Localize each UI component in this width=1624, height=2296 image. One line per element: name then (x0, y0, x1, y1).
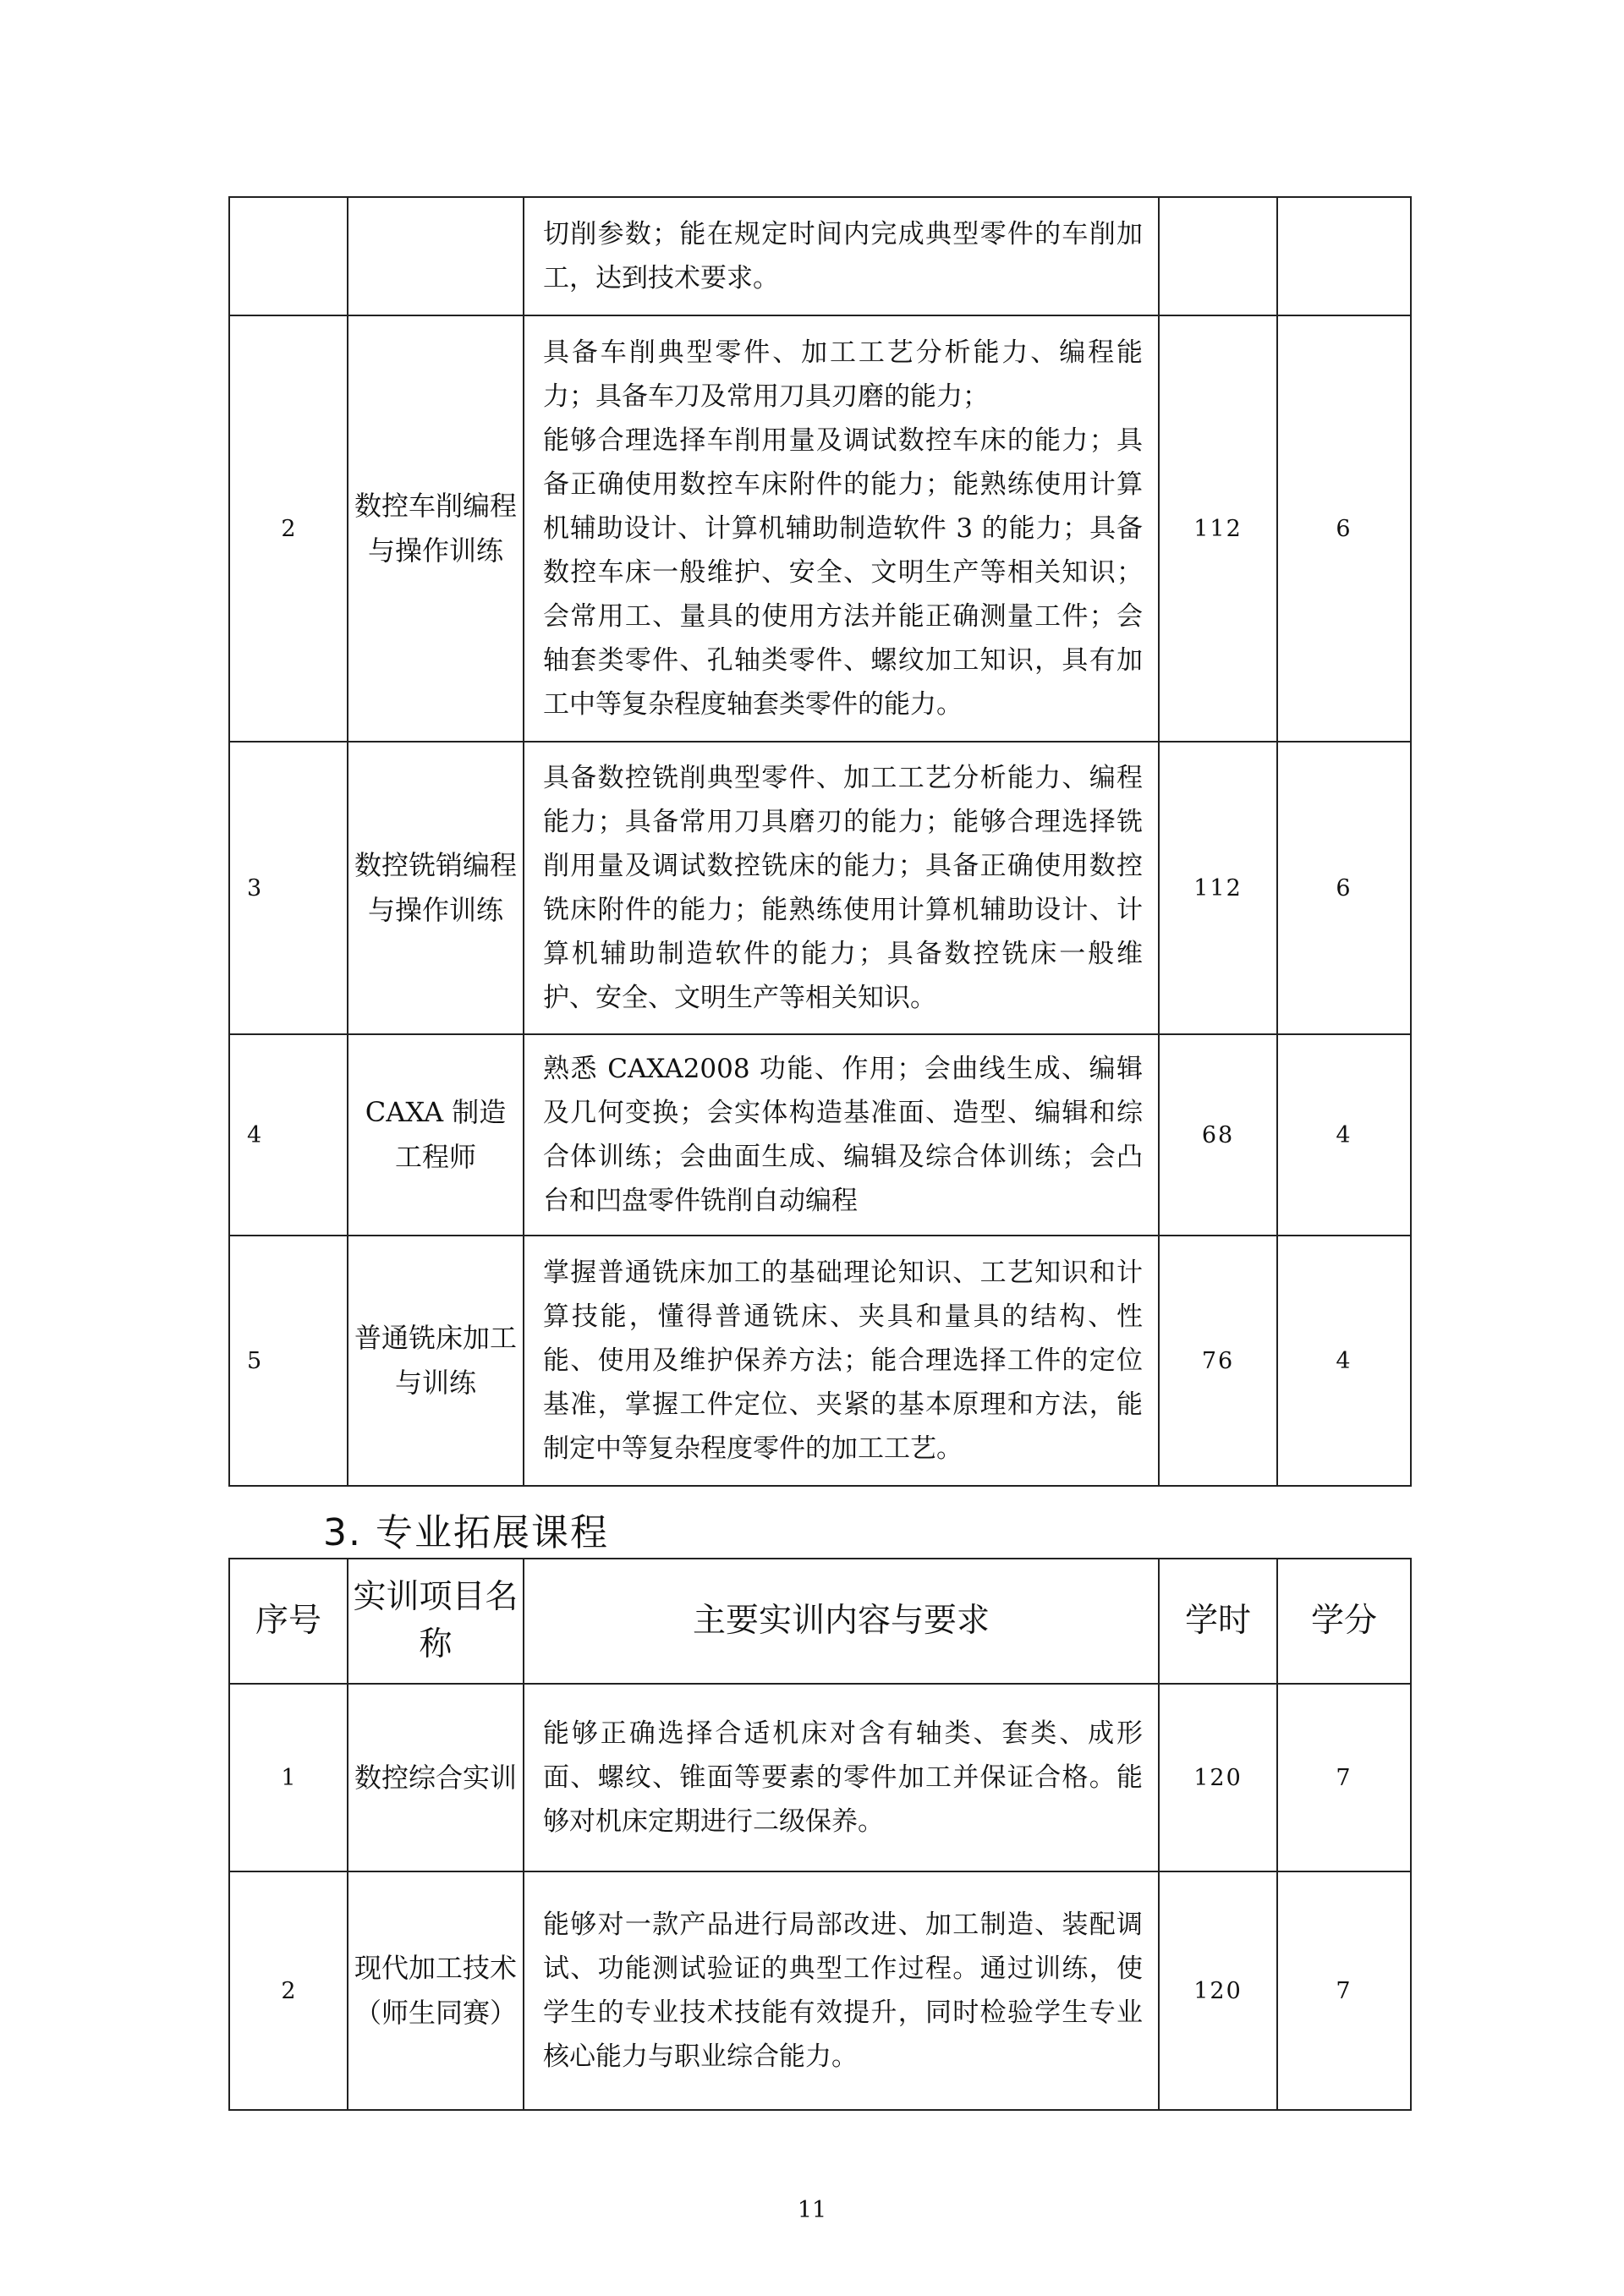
extension-course-table (228, 1558, 1412, 2111)
course-hours: 112 (1159, 315, 1277, 742)
course-name: 数控综合实训 (348, 1684, 524, 1871)
course-credits: 6 (1277, 742, 1411, 1034)
course-description: 熟悉 CAXA2008 功能、作用；会曲线生成、编辑及几何变换；会实体构造基准面、造型、编辑和综合体训练；会曲面生成、编辑及综合体训练；会凸台和凹盘零件铣削自动编程 (524, 1034, 1159, 1236)
course-name: 数控铣销编程与操作训练 (348, 742, 524, 1034)
course-hours: 120 (1159, 1871, 1277, 2110)
course-credits: 7 (1277, 1684, 1411, 1871)
row-number: 3 (229, 742, 348, 1034)
header-number: 序号 (229, 1559, 348, 1684)
course-description: 能够正确选择合适机床对含有轴类、套类、成形面、螺纹、锥面等要素的零件加工并保证合格。能够对机床定期进行二级保养。 (524, 1684, 1159, 1871)
course-name: 普通铣床加工与训练 (348, 1236, 524, 1486)
table-row (229, 315, 1411, 742)
course-hours: 76 (1159, 1236, 1277, 1486)
course-name: CAXA 制造工程师 (348, 1034, 524, 1236)
course-hours: 120 (1159, 1684, 1277, 1871)
description-part: 具备车削典型零件、加工工艺分析能力、编程能力；具备车刀及常用刀具刃磨的能力； (543, 337, 1143, 412)
row-number: 4 (229, 1034, 348, 1236)
table-row (229, 742, 1411, 1034)
course-description: 掌握普通铣床加工的基础理论知识、工艺知识和计算技能，懂得普通铣床、夹具和量具的结构、性能、使用及维护保养方法；能合理选择工件的定位基准，掌握工件定位、夹紧的基本原理和方法，能制定中等复杂程度零件的加工工艺。 (524, 1236, 1159, 1486)
course-credits: 4 (1277, 1034, 1411, 1236)
header-hours: 学时 (1159, 1559, 1277, 1684)
course-credits: 7 (1277, 1871, 1411, 2110)
row-number: 2 (229, 315, 348, 742)
course-name: 现代加工技术（师生同赛） (348, 1871, 524, 2110)
row-number: 5 (229, 1236, 348, 1486)
course-name: 数控车削编程与操作训练 (348, 315, 524, 742)
course-credits: 6 (1277, 315, 1411, 742)
page-number: 11 (797, 2197, 827, 2223)
row-number: 2 (229, 1871, 348, 2110)
course-description (524, 315, 1159, 742)
course-name (348, 197, 524, 315)
course-credits (1277, 197, 1411, 315)
course-hours: 68 (1159, 1034, 1277, 1236)
header-description: 主要实训内容与要求 (524, 1559, 1159, 1684)
course-description: 具备数控铣削典型零件、加工工艺分析能力、编程能力；具备常用刀具磨刃的能力；能够合理选择铣削用量及调试数控铣床的能力；具备正确使用数控铣床附件的能力；能熟练使用计算机辅助设计、计算机辅助制造软件的能力；具备数控铣床一般维护、安全、文明生产等相关知识。 (524, 742, 1159, 1034)
course-hours (1159, 197, 1277, 315)
header-name: 实训项目名称 (348, 1559, 524, 1684)
table-row (229, 1871, 1411, 2110)
header-credits: 学分 (1277, 1559, 1411, 1684)
table-row (229, 1034, 1411, 1236)
course-hours: 112 (1159, 742, 1277, 1034)
description-part: 能够合理选择车削用量及调试数控车床的能力；具备正确使用数控车床附件的能力；能熟练使用计算机辅助设计、计算机辅助制造软件 3 的能力；具备数控车床一般维护、安全、文明生产等相关知识；会常用工、量具的使用方法并能正确测量工件；会轴套类零件、孔轴类零件、螺纹加工知识，具有加工中等复杂程度轴套类零件的能力。 (543, 425, 1143, 720)
course-description: 能够对一款产品进行局部改进、加工制造、装配调试、功能测试验证的典型工作过程。通过训练，使学生的专业技术技能有效提升，同时检验学生专业核心能力与职业综合能力。 (524, 1871, 1159, 2110)
course-credits: 4 (1277, 1236, 1411, 1486)
table-row (229, 1684, 1411, 1871)
section-title: 3. 专业拓展课程 (323, 1511, 609, 1554)
course-description: 切削参数；能在规定时间内完成典型零件的车削加工，达到技术要求。 (524, 197, 1159, 315)
row-number: 1 (229, 1684, 348, 1871)
table-row (229, 197, 1411, 315)
table-header-row (229, 1559, 1411, 1684)
training-table-continued (228, 196, 1412, 1487)
table-row (229, 1236, 1411, 1486)
row-number (229, 197, 348, 315)
